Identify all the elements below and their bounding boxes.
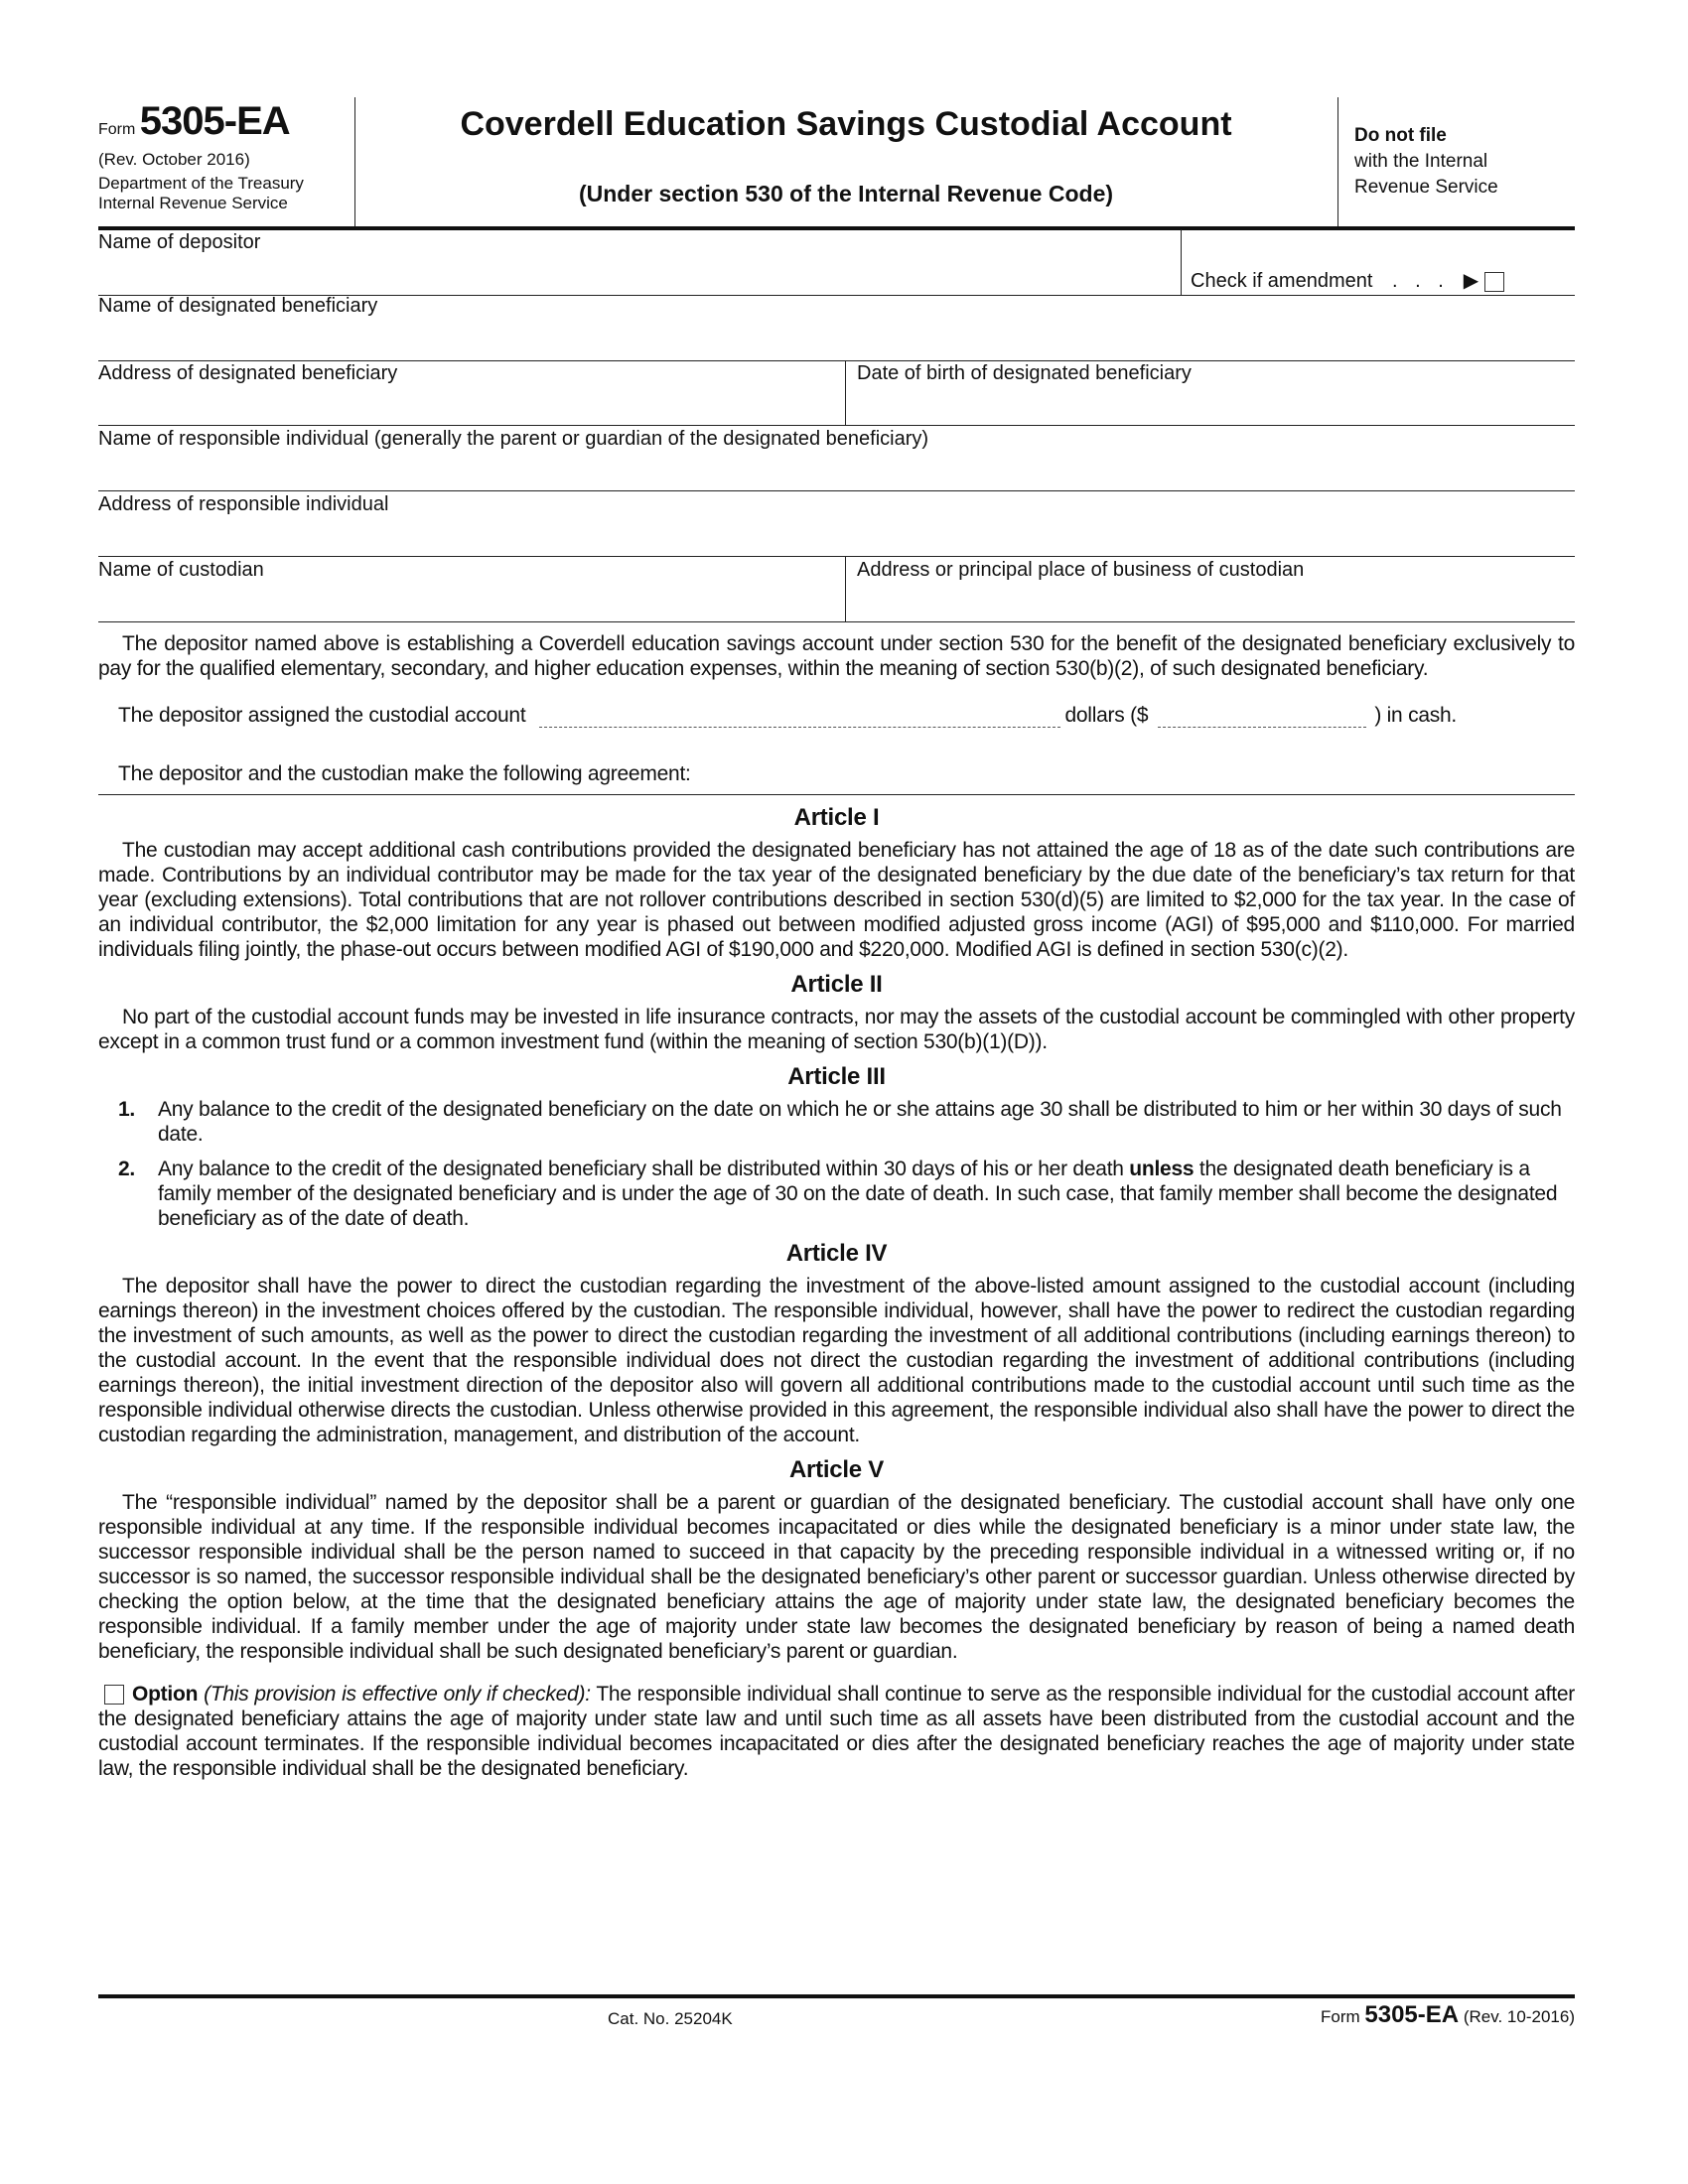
article-3-item: [118, 1097, 1575, 1147]
row-rule: [98, 794, 1575, 795]
beneficiary-name-field[interactable]: Name of designated beneficiary: [98, 295, 378, 317]
beneficiary-address-field[interactable]: Address of designated beneficiary: [98, 362, 398, 384]
assigned-line: [118, 703, 1575, 728]
custodian-name-field[interactable]: Name of custodian: [98, 559, 264, 581]
article-5-title: Article V: [788, 1456, 885, 1483]
row-rule: [98, 556, 1575, 557]
article-3-item: [118, 1157, 1575, 1231]
responsible-address-field[interactable]: Address of responsible individual: [98, 493, 389, 515]
form-word: Form: [98, 121, 136, 138]
row-rule: [98, 360, 1575, 361]
assigned-cash: ) in cash.: [1374, 704, 1458, 727]
responsible-name-field[interactable]: Name of responsible individual (generally the parent or guardian of the designated beneficiary): [98, 428, 929, 450]
article-4-title: Article IV: [785, 1240, 888, 1267]
form-id-block: [98, 99, 354, 213]
option-label: Option: [132, 1683, 199, 1706]
amendment-label: [1191, 268, 1504, 293]
leader-dots: . . .: [1391, 270, 1450, 292]
intro-paragraph: The depositor named above is establishing a Coverdell education savings account under section 530 for the benefit of the designated beneficiary exclusively to pay for the qualified elementary, secondary, and higher education expenses, within the meaning of section 530(b)(2), of such designated beneficiary.: [98, 632, 1575, 680]
do-not-file-note: [1354, 123, 1498, 201]
item-text: [158, 1157, 1575, 1231]
assigned-text: The depositor assigned the custodial account: [118, 704, 526, 727]
irs-label: Internal Revenue Service: [98, 194, 288, 212]
article-1-text: The custodian may accept additional cash contributions provided the designated beneficiary has not attained the age of 18 as of the date such contributions are made. Contributions by an individual contributor may be made for the tax year of the designated beneficiary by the due date of the beneficiary’s tax return for that year (excluding extensions). Total contributions that are not rollover contributions described in section 530(d)(5) are limited to $2,000 for the tax year. In the case of an individual contributor, the $2,000 limitation for any year is phased out between modified adjusted gross income (AGI) of $95,000 and $110,000. For married individuals filing jointly, the phase-out occurs between modified AGI of $190,000 and $220,000. Modified AGI is defined in section 530(c)(2).: [98, 839, 1575, 961]
amount-number-field[interactable]: [1158, 706, 1366, 728]
revision: (Rev. October 2016): [98, 150, 250, 169]
amendment-text: Check if amendment: [1191, 270, 1373, 292]
arrow-icon: ▶: [1463, 270, 1479, 292]
amendment-checkbox[interactable]: [1484, 272, 1504, 292]
depositor-name-field[interactable]: Name of depositor: [98, 231, 261, 253]
option-text: The responsible individual shall continue to serve as the responsible individual for the custodial account after the designated beneficiary attains the age of majority under state law and until such time as all assets have been distributed from the custodial account and the custodial account terminates. If the responsible individual becomes incapacitated or dies after the designated beneficiary reaches the age of majority under state law, the responsible individual shall be the designated beneficiary.: [98, 1683, 1575, 1780]
item-number: 1.: [118, 1098, 136, 1121]
catalog-number: Cat. No. 25204K: [608, 2009, 733, 2028]
row-rule: [98, 425, 1575, 426]
department: Department of the Treasury: [98, 174, 304, 193]
divider: [845, 360, 846, 425]
form-number: 5305-EA: [139, 99, 290, 143]
article-4-text: The depositor shall have the power to direct the custodian regarding the investment of the above-listed amount assigned to the custodial account (including earnings thereon) in the investment choices offered by the custodian. The responsible individual, however, shall have the power to redirect the custodian regarding the investment of such amounts, as well as the power to direct the custodian regarding the investment of all additional contributions (including earnings thereon) to the custodial account. In the event that the responsible individual does not direct the custodian regarding the investment of additional contributions (including earnings thereon), the initial investment direction of the depositor also will govern all additional contributions made to the custodial account until such time as the responsible individual otherwise directs the custodian. Unless otherwise provided in this agreement, the responsible individual also shall have the power to direct the custodian regarding the administration, management, and distribution of the account.: [98, 1275, 1575, 1446]
article-2-text: No part of the custodial account funds may be invested in life insurance contracts, nor may the assets of the custodial account be commingled with other property except in a common trust fund or a common investment fund (within the meaning of section 530(b)(1)(D)).: [98, 1006, 1575, 1053]
item-text-bold: unless: [1129, 1158, 1195, 1180]
divider: [845, 556, 846, 621]
article-2-title: Article II: [790, 971, 883, 998]
footer-form-number: 5305-EA: [1364, 2001, 1460, 2028]
row-rule: [98, 621, 1575, 622]
beneficiary-dob-field[interactable]: Date of birth of designated beneficiary: [857, 362, 1192, 384]
article-5-text: The “responsible individual” named by the depositor shall be a parent or guardian of the designated beneficiary. The custodial account shall have only one responsible individual at any time. If the responsible individual becomes incapacitated or dies while the designated beneficiary is a minor under state law, the successor responsible individual shall be the person named to succeed in that capacity by the preceding responsible individual in a witnessed writing or, if no successor is so named, the successor responsible individual shall be the designated beneficiary’s other parent or successor guardian. Unless otherwise directed by checking the option below, at the time that the designated beneficiary attains the age of majority under state law, the designated beneficiary becomes the responsible individual. If a family member under the age of majority under state law becomes the designated beneficiary by reason of being a named death beneficiary, the responsible individual shall be such designated beneficiary’s parent or guardian.: [98, 1491, 1575, 1663]
row-rule: [98, 490, 1575, 491]
note-line: Revenue Service: [1354, 177, 1498, 198]
note-line: with the Internal: [1354, 151, 1488, 172]
option-note: (This provision is effective only if checked):: [204, 1683, 591, 1706]
intro-section: [98, 631, 1575, 1781]
article-1-title: Article I: [793, 804, 880, 831]
item-number: 2.: [118, 1158, 136, 1180]
option-checkbox[interactable]: [104, 1685, 124, 1705]
divider: [1337, 97, 1338, 227]
agreement-text: The depositor and the custodian make the following agreement:: [118, 762, 691, 785]
footer-form-word: Form: [1320, 2007, 1360, 2026]
divider: [1181, 229, 1182, 295]
article-3-title: Article III: [787, 1063, 886, 1090]
item-text-post: the designated death beneficiary is a family member of the designated beneficiary and is under the age of 30 on the date of death. In such case, that family member shall become the designated beneficiary as of the date of death.: [158, 1158, 1558, 1230]
item-text-pre: Any balance to the credit of the designated beneficiary shall be distributed within 30 days of his or her death: [158, 1158, 1124, 1180]
footer-revision: (Rev. 10-2016): [1463, 2007, 1575, 2026]
amount-words-field[interactable]: [539, 706, 1060, 728]
note-line: Do not file: [1354, 125, 1447, 146]
custodian-address-field[interactable]: Address or principal place of business of custodian: [857, 559, 1305, 581]
footer-form-id: [1321, 2001, 1575, 2029]
footer-rule: [98, 1994, 1575, 1998]
form-subtitle: (Under section 530 of the Internal Revenue Code): [578, 181, 1114, 206]
option-paragraph: [98, 1682, 1575, 1781]
assigned-dollars: dollars ($: [1064, 704, 1149, 727]
header-rule: [98, 226, 1575, 230]
form-title: Coverdell Education Savings Custodial Account: [460, 105, 1232, 143]
item-text: Any balance to the credit of the designated beneficiary on the date on which he or she attains age 30 shall be distributed to him or her within 30 days of such date.: [158, 1098, 1562, 1146]
